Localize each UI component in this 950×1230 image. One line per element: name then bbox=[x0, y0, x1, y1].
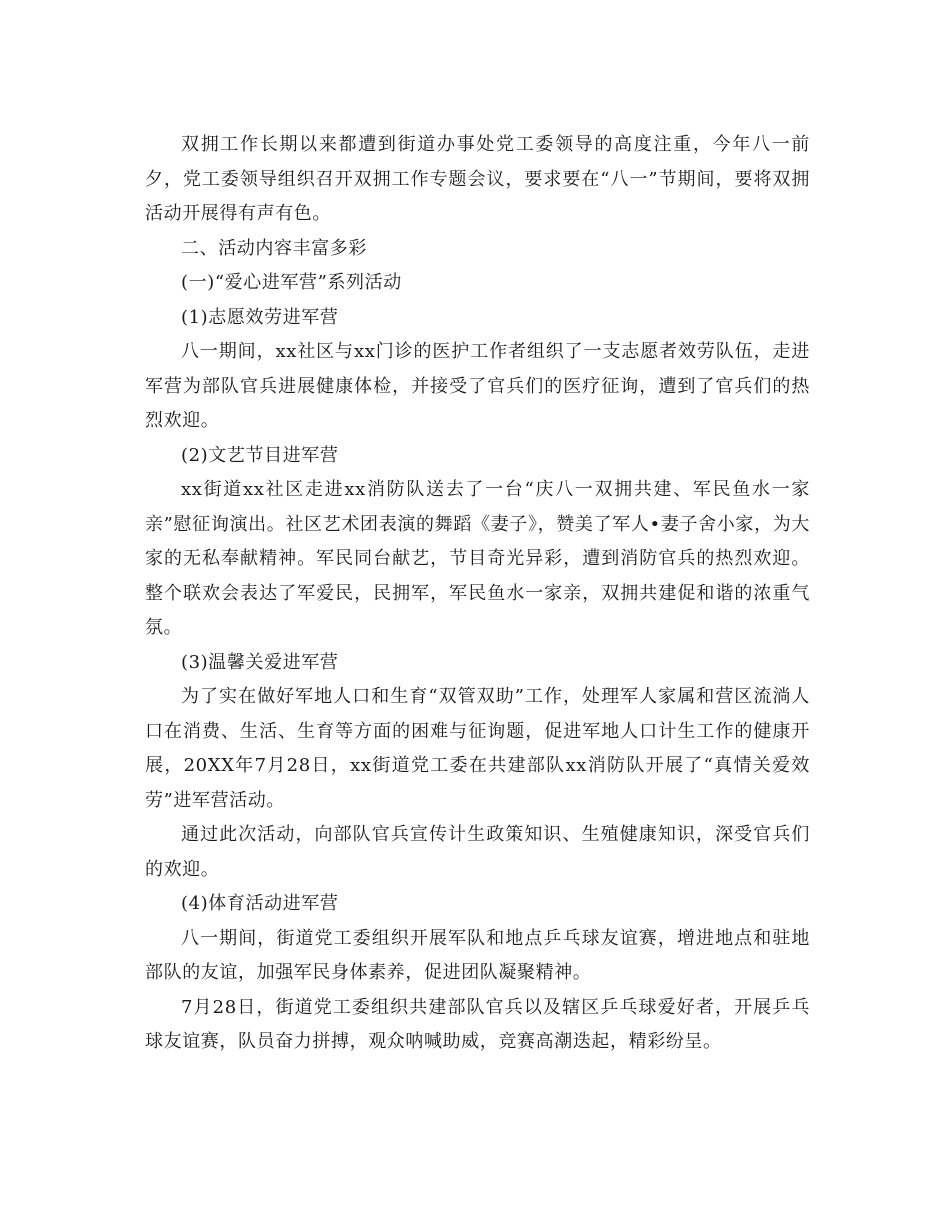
subsection-heading: (一)“爱心进军营”系列活动 bbox=[181, 272, 402, 293]
section-heading: 二、活动内容丰富多彩 bbox=[181, 237, 367, 259]
item-heading-4: (4)体育活动进军营 bbox=[181, 893, 339, 914]
paragraph-care: 为了实在做好军地人口和生育“双管双助”工作，处理军人家属和营区流淌人口在消费、生活、生育等方面的困难与征询题，促进军地人口计生工作的健康开展，20XX年7月28日，xx街道党工委在共建部队xx消防队开展了“真情关爱效劳”进军营活动。 bbox=[145, 686, 810, 811]
paragraph-performance: xx街道xx社区走进xx消防队送去了一台“庆八一双拥共建、军民鱼水一家亲”慰征询演出。社区艺术团表演的舞蹈《妻子》，赞美了军人•妻子舍小家，为大家的无私奉献精神。军民同台献艺，节目奇光异彩，遭到消防官兵的热烈欢迎。整个联欢会表达了军爱民，民拥军，军民鱼水一家亲，双拥共建促和谐的浓重气氛。 bbox=[145, 479, 810, 638]
paragraph-care-result: 通过此次活动，向部队官兵宣传计生政策知识、生殖健康知识，深受官兵们的欢迎。 bbox=[145, 824, 810, 880]
item-heading-1: (1)志愿效劳进军营 bbox=[181, 306, 339, 328]
paragraph-intro: 双拥工作长期以来都遭到街道办事处党工委领导的高度注重，今年八一前夕，党工委领导组织召开双拥工作专题会议，要求要在“八一”节期间，要将双拥活动开展得有声有色。 bbox=[145, 134, 810, 224]
document-body bbox=[145, 128, 810, 1060]
item-heading-2: (2)文艺节目进军营 bbox=[181, 444, 339, 466]
paragraph-volunteer: 八一期间，xx社区与xx门诊的医护工作者组织了一支志愿者效劳队伍，走进军营为部队官兵进展健康体检，并接受了官兵们的医疗征询，遭到了官兵们的热烈欢迎。 bbox=[145, 341, 810, 431]
paragraph-sports: 八一期间，街道党工委组织开展军队和地点乒乓球友谊赛，增进地点和驻地部队的友谊，加强军民身体素养，促进团队凝聚精神。 bbox=[145, 927, 810, 983]
paragraph-sports-event: 7月28日，街道党工委组织共建部队官兵以及辖区乒乓球爱好者，开展乒乓球友谊赛，队员奋力拼搏，观众呐喊助威，竞赛高潮迭起，精彩纷呈。 bbox=[145, 996, 810, 1052]
item-heading-3: (3)温馨关爱进军营 bbox=[181, 651, 339, 673]
